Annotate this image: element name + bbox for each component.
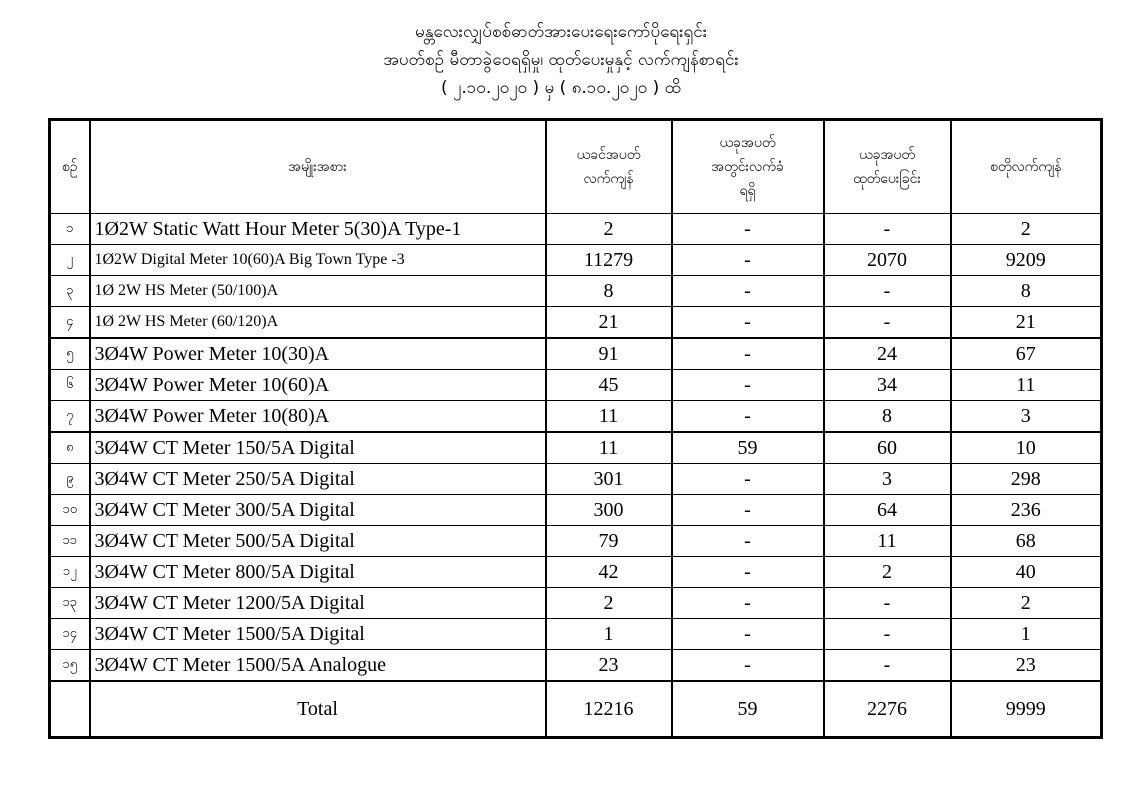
row-meter-type: 3Ø4W CT Meter 1500/5A Analogue — [90, 650, 546, 682]
table-row — [50, 245, 1102, 276]
row-issued: - — [824, 650, 951, 682]
row-issued: 34 — [824, 370, 951, 401]
row-serial: ၉ — [50, 464, 90, 495]
row-issued: 64 — [824, 495, 951, 526]
row-received: - — [672, 307, 824, 339]
header-store-balance: စတိုလက်ကျန် — [951, 120, 1102, 214]
table-header-row — [50, 120, 1102, 214]
total-received: 59 — [672, 681, 824, 738]
row-meter-type: 1Ø2W Static Watt Hour Meter 5(30)A Type-1 — [90, 214, 546, 245]
row-received: 59 — [672, 432, 824, 464]
total-previous-balance: 12216 — [546, 681, 672, 738]
table-row — [50, 526, 1102, 557]
total-store-balance: 9999 — [951, 681, 1102, 738]
table-row — [50, 432, 1102, 464]
table-row — [50, 495, 1102, 526]
row-previous-balance: 11279 — [546, 245, 672, 276]
row-store-balance: 11 — [951, 370, 1102, 401]
table-row — [50, 464, 1102, 495]
report-title-block — [0, 18, 1122, 102]
row-issued: 2 — [824, 557, 951, 588]
row-received: - — [672, 588, 824, 619]
row-meter-type: 3Ø4W CT Meter 800/5A Digital — [90, 557, 546, 588]
row-previous-balance: 301 — [546, 464, 672, 495]
row-previous-balance: 11 — [546, 432, 672, 464]
row-serial: ၁၁ — [50, 526, 90, 557]
row-received: - — [672, 557, 824, 588]
row-meter-type: 3Ø4W Power Meter 10(80)A — [90, 401, 546, 433]
row-previous-balance: 2 — [546, 588, 672, 619]
report-title-org: မန္တလေးလျှပ်စစ်ဓာတ်အားပေးရေးကော်ပိုရေးရှင်း — [414, 22, 708, 42]
row-meter-type: 3Ø4W CT Meter 150/5A Digital — [90, 432, 546, 464]
row-serial: ၁၅ — [50, 650, 90, 682]
row-serial: ၂ — [50, 245, 90, 276]
total-label: Total — [90, 681, 546, 738]
table-row — [50, 276, 1102, 307]
row-issued: - — [824, 307, 951, 339]
row-issued: - — [824, 276, 951, 307]
header-received: ယခုအပတ် အတွင်းလက်ခံ ရရှိ — [672, 120, 824, 214]
row-meter-type: 3Ø4W Power Meter 10(60)A — [90, 370, 546, 401]
header-type: အမျိုးအစား — [90, 120, 546, 214]
row-previous-balance: 45 — [546, 370, 672, 401]
row-serial: ၅ — [50, 338, 90, 370]
row-issued: 2070 — [824, 245, 951, 276]
table-row — [50, 214, 1102, 245]
row-meter-type: 3Ø4W CT Meter 300/5A Digital — [90, 495, 546, 526]
row-serial: ၆ — [50, 370, 90, 401]
row-received: - — [672, 245, 824, 276]
row-meter-type: 3Ø4W CT Meter 1200/5A Digital — [90, 588, 546, 619]
row-previous-balance: 79 — [546, 526, 672, 557]
row-previous-balance: 8 — [546, 276, 672, 307]
header-serial: စဉ် — [50, 120, 90, 214]
row-serial: ၁၀ — [50, 495, 90, 526]
row-serial: ၁၂ — [50, 557, 90, 588]
row-serial: ၈ — [50, 432, 90, 464]
row-previous-balance: 300 — [546, 495, 672, 526]
report-title-subject: အပတ်စဉ် မီတာခွဲဝေရရှိမှု၊ ထုတ်ပေးမှုနှင့် လက်ကျန်စာရင်း — [383, 50, 739, 70]
total-row — [50, 681, 1102, 738]
row-store-balance: 67 — [951, 338, 1102, 370]
row-previous-balance: 23 — [546, 650, 672, 682]
row-received: - — [672, 464, 824, 495]
row-received: - — [672, 214, 824, 245]
row-issued: 8 — [824, 401, 951, 433]
table-row — [50, 588, 1102, 619]
row-issued: 60 — [824, 432, 951, 464]
header-previous-balance: ယခင်အပတ် လက်ကျန် — [546, 120, 672, 214]
total-serial-cell — [50, 681, 90, 738]
header-issued: ယခုအပတ် ထုတ်ပေးခြင်း — [824, 120, 951, 214]
row-received: - — [672, 650, 824, 682]
row-meter-type: 3Ø4W CT Meter 500/5A Digital — [90, 526, 546, 557]
row-received: - — [672, 276, 824, 307]
row-serial: ၁၃ — [50, 588, 90, 619]
row-store-balance: 8 — [951, 276, 1102, 307]
table-row — [50, 307, 1102, 339]
meter-stock-table — [48, 118, 1103, 739]
row-store-balance: 298 — [951, 464, 1102, 495]
row-previous-balance: 2 — [546, 214, 672, 245]
row-store-balance: 23 — [951, 650, 1102, 682]
row-previous-balance: 21 — [546, 307, 672, 339]
row-store-balance: 2 — [951, 588, 1102, 619]
table-row — [50, 619, 1102, 650]
row-meter-type: 3Ø4W CT Meter 1500/5A Digital — [90, 619, 546, 650]
table-row — [50, 557, 1102, 588]
row-meter-type: 1Ø 2W HS Meter (60/120)A — [90, 307, 546, 339]
row-meter-type: 3Ø4W CT Meter 250/5A Digital — [90, 464, 546, 495]
row-issued: - — [824, 619, 951, 650]
row-received: - — [672, 338, 824, 370]
row-store-balance: 2 — [951, 214, 1102, 245]
row-previous-balance: 1 — [546, 619, 672, 650]
row-serial: ၁ — [50, 214, 90, 245]
row-previous-balance: 91 — [546, 338, 672, 370]
row-issued: 24 — [824, 338, 951, 370]
row-issued: - — [824, 214, 951, 245]
row-meter-type: 1Ø2W Digital Meter 10(60)A Big Town Type -3 — [90, 245, 546, 276]
row-received: - — [672, 401, 824, 433]
row-issued: 3 — [824, 464, 951, 495]
row-store-balance: 3 — [951, 401, 1102, 433]
table-body — [50, 214, 1102, 682]
row-serial: ၄ — [50, 307, 90, 339]
row-received: - — [672, 495, 824, 526]
row-serial: ၃ — [50, 276, 90, 307]
table-row — [50, 370, 1102, 401]
row-store-balance: 40 — [951, 557, 1102, 588]
row-received: - — [672, 370, 824, 401]
table-row — [50, 650, 1102, 682]
row-store-balance: 10 — [951, 432, 1102, 464]
row-issued: - — [824, 588, 951, 619]
report-title-period: ( ၂.၁၀.၂၀၂၀ ) မှ ( ၈.၁၀.၂၀၂၀ ) ထိ — [440, 78, 682, 98]
row-store-balance: 236 — [951, 495, 1102, 526]
row-previous-balance: 42 — [546, 557, 672, 588]
row-received: - — [672, 619, 824, 650]
row-issued: 11 — [824, 526, 951, 557]
row-store-balance: 21 — [951, 307, 1102, 339]
row-received: - — [672, 526, 824, 557]
row-serial: ၇ — [50, 401, 90, 433]
row-serial: ၁၄ — [50, 619, 90, 650]
table-row — [50, 401, 1102, 433]
row-meter-type: 3Ø4W Power Meter 10(30)A — [90, 338, 546, 370]
table-row — [50, 338, 1102, 370]
row-store-balance: 68 — [951, 526, 1102, 557]
row-meter-type: 1Ø 2W HS Meter (50/100)A — [90, 276, 546, 307]
row-store-balance: 9209 — [951, 245, 1102, 276]
row-previous-balance: 11 — [546, 401, 672, 433]
total-issued: 2276 — [824, 681, 951, 738]
row-store-balance: 1 — [951, 619, 1102, 650]
